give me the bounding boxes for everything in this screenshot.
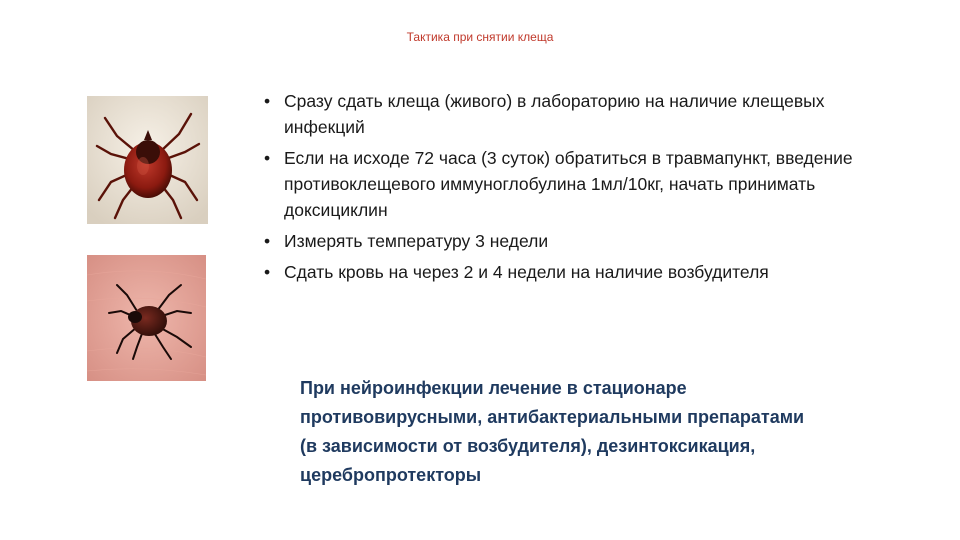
neuroinfection-treatment-note: При нейроинфекции лечение в стационаре противовирусными, антибактериальными препаратами (в зависимости от возбудителя), дезинтоксикация, церебропротекторы [300, 378, 805, 485]
list-item: • Измерять температуру 3 недели [262, 228, 882, 254]
slide-title: Тактика при снятии клеща [406, 30, 554, 44]
recommendations-list [262, 88, 882, 290]
tick-on-skin-image [87, 255, 206, 381]
list-item: • Сразу сдать клеща (живого) в лабораторию на наличие клещевых инфекций [262, 88, 882, 140]
list-item: • Сдать кровь на через 2 и 4 недели на наличие возбудителя [262, 259, 882, 285]
list-item: • Если на исходе 72 часа (3 суток) обратиться в травмапункт, введение противоклещевого иммуноглобулина 1мл/10кг, начать принимать доксициклин [262, 145, 882, 223]
tick-on-light-background-image [87, 96, 208, 224]
